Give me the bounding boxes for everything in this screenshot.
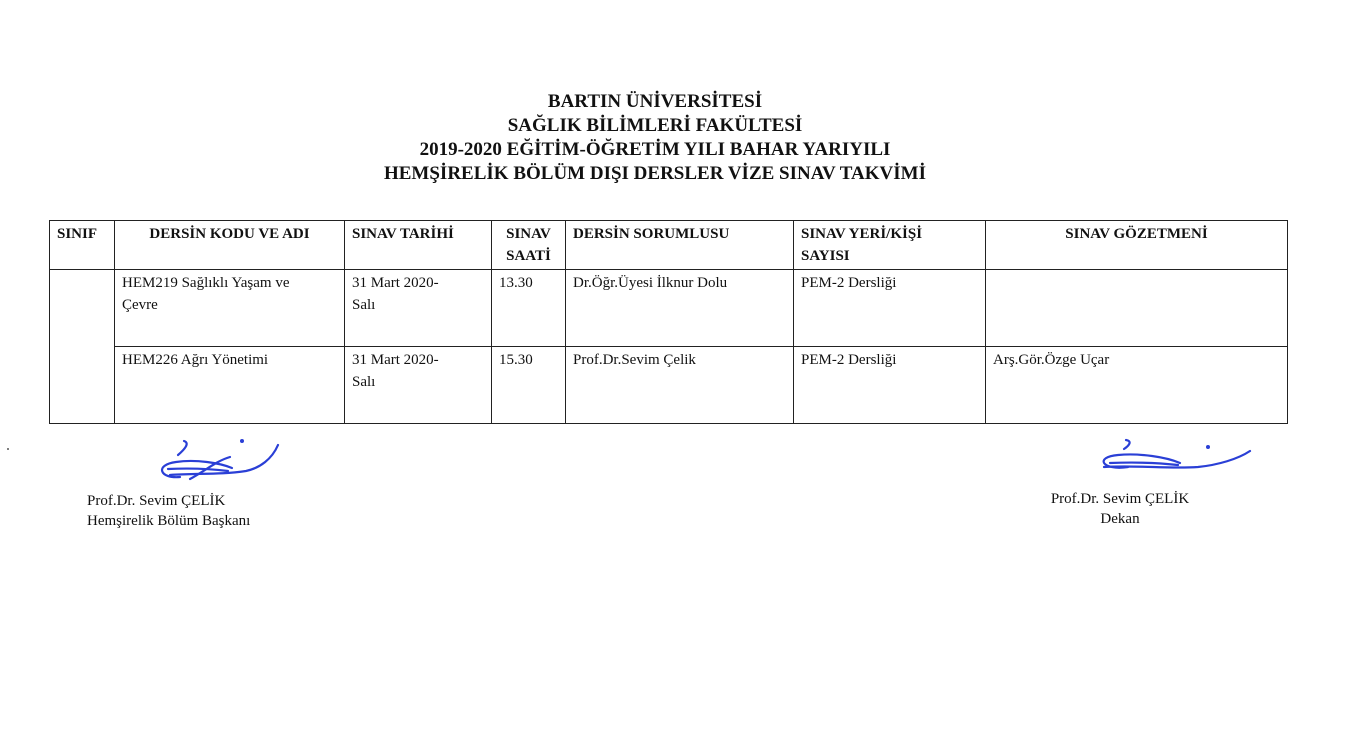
table-row	[50, 347, 1288, 424]
gozetmen-cell	[986, 270, 1288, 347]
tarih-line2: Salı	[352, 374, 376, 390]
tarih-line1: 31 Mart 2020-	[352, 352, 439, 368]
exam-schedule-table	[49, 220, 1288, 424]
schedule-title: HEMŞİRELİK BÖLÜM DIŞI DERSLER VİZE SINAV TAKVİMİ	[383, 163, 926, 184]
header-sorumlu: DERSİN SORUMLUSU	[566, 221, 794, 270]
header-saat	[492, 221, 566, 270]
ders-cell	[115, 347, 345, 424]
term-title: 2019-2020 EĞİTİM-ÖĞRETİM YILI BAHAR YARIYILI	[419, 139, 891, 160]
ders-line1: HEM226 Ağrı Yönetimi	[122, 352, 269, 368]
signature-left-mark	[150, 435, 285, 493]
sorumlu-cell: Dr.Öğr.Üyesi İlknur Dolu	[566, 270, 794, 347]
signature-right	[1020, 489, 1220, 529]
tarih-line2: Salı	[352, 297, 376, 313]
signature-right-title: Dekan	[1100, 511, 1140, 527]
university-title: BARTIN ÜNİVERSİTESİ	[547, 91, 763, 112]
header-yer	[794, 221, 986, 270]
saat-cell: 15.30	[492, 347, 566, 424]
faculty-title: SAĞLIK BİLİMLERİ FAKÜLTESİ	[507, 115, 803, 136]
gozetmen-cell: Arş.Gör.Özge Uçar	[986, 347, 1288, 424]
signature-right-mark	[1088, 437, 1258, 485]
table-row	[50, 270, 1288, 347]
scan-speck	[7, 448, 9, 450]
ders-cell	[115, 270, 345, 347]
saat-cell: 13.30	[492, 270, 566, 347]
header-saat-line2: SAATİ	[506, 248, 551, 264]
header-yer-line2: SAYISI	[801, 248, 850, 264]
signature-right-name: Prof.Dr. Sevim ÇELİK	[1050, 491, 1190, 507]
tarih-cell	[345, 270, 492, 347]
header-ders: DERSİN KODU VE ADI	[115, 221, 345, 270]
header-gozetmen: SINAV GÖZETMENİ	[986, 221, 1288, 270]
header-saat-line1: SINAV	[506, 226, 551, 242]
sinif-cell	[50, 270, 115, 424]
document-header	[0, 90, 1310, 186]
signature-left-name: Prof.Dr. Sevim ÇELİK	[87, 493, 226, 509]
header-tarih: SINAV TARİHİ	[345, 221, 492, 270]
yer-cell: PEM-2 Dersliği	[794, 347, 986, 424]
header-yer-line1: SINAV YERİ/KİŞİ	[801, 226, 923, 242]
ders-line1: HEM219 Sağlıklı Yaşam ve	[122, 275, 290, 291]
signature-left	[87, 491, 250, 531]
tarih-cell	[345, 347, 492, 424]
header-sinif: SINIF	[50, 221, 115, 270]
tarih-line1: 31 Mart 2020-	[352, 275, 439, 291]
ders-line2: Çevre	[122, 297, 158, 313]
sorumlu-cell: Prof.Dr.Sevim Çelik	[566, 347, 794, 424]
signature-left-title: Hemşirelik Bölüm Başkanı	[87, 513, 251, 529]
table-header-row	[50, 221, 1288, 270]
yer-cell: PEM-2 Dersliği	[794, 270, 986, 347]
